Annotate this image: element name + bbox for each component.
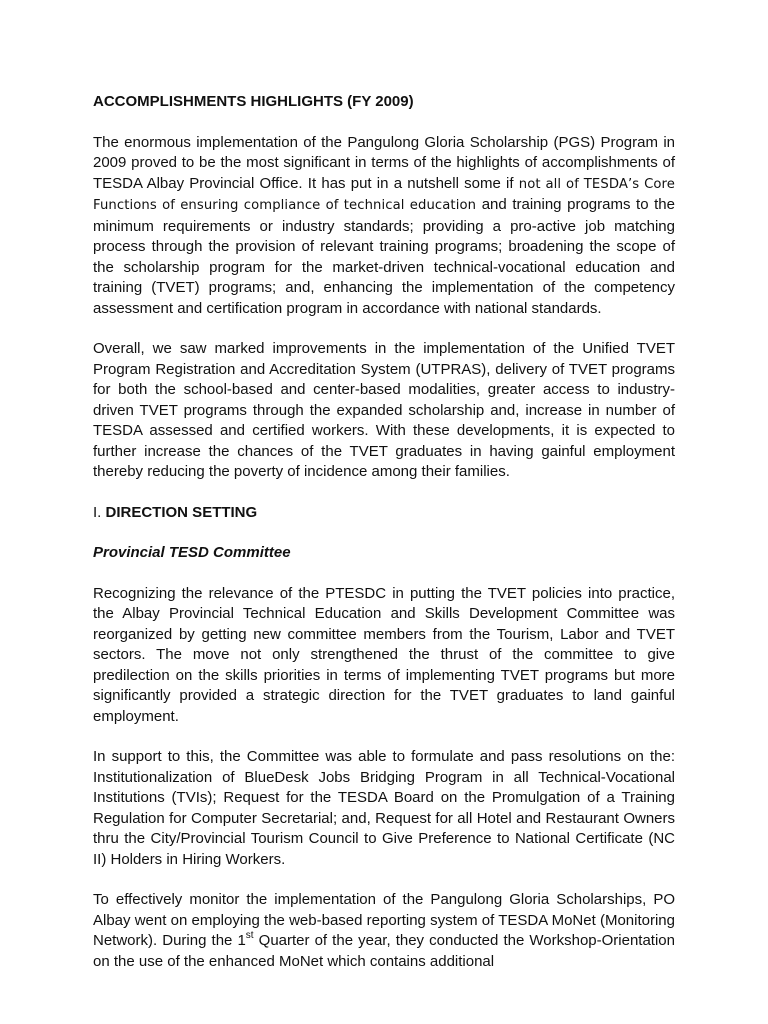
paragraph-overall-improvements: Overall, we saw marked improvements in the implementation of the Unified TVET Program Registration and Accreditation System (UTPRAS), delivery of TVET programs for both the school-based and center-based modalities, greater access to industry-driven TVET programs through the expanded scholarship and, increase in number of TESDA assessed and certified workers. With these developments, it is expected to further increase the chances of the TVET graduates in having gainful employment thereby reducing the poverty of incidence among their families.: [93, 340, 675, 480]
subsection-heading: Provincial TESD Committee: [93, 544, 291, 561]
document-heading: ACCOMPLISHMENTS HIGHLIGHTS (FY 2009): [93, 93, 414, 110]
paragraph-monet: [93, 890, 675, 972]
section-title: DIRECTION SETTING: [105, 503, 258, 521]
paragraph-text: The enormous implementation of the Pangulong Gloria Scholarship (PGS) Program in 2009 proved to be the most significant in terms of the highlights of accomplishments of TESDA Albay Provincial Office. It has put in a nutshell some if: [93, 133, 675, 192]
paragraph-text: To effectively monitor the implementation of the Pangulong Gloria Scholarships, PO Albay went on employing the web-based reporting system of TESDA MoNet (Monitoring Network). During the 1: [93, 891, 675, 949]
section-heading: [93, 503, 675, 524]
paragraph-ptesdc: Recognizing the relevance of the PTESDC in putting the TVET policies into practice, the Albay Provincial Technical Education and Skills Development Committee was reorganized by getting new committee members from the Tourism, Labor and TVET sectors. The move not only strengthened the thrust of the committee to give predilection on the skills priorities in terms of implementing TVET programs but more significantly provided a strategic direction for the TVET graduates to land gainful employment.: [93, 584, 675, 725]
paragraph-resolutions: In support to this, the Committee was able to formulate and pass resolutions on the: Institutionalization of BlueDesk Jobs Bridging Program in all Technical-Vocational Institutions (TVIs); Request for the TESDA Board on the Promulgation of a Training Regulation for Computer Secretarial; and, Request for all Hotel and Restaurant Owners thru the City/Provincial Tourism Council to Give Preference to National Certificate (NC II) Holders in Hiring Workers.: [93, 748, 675, 868]
section-numeral: I.: [93, 503, 106, 521]
paragraph-pgs-overview: [93, 133, 675, 320]
ordinal-superscript: st: [245, 930, 254, 941]
paragraph-text: Quarter of the year, they conducted the Workshop-Orientation on the use of the enhanced MoNet which contains additional: [93, 932, 675, 970]
document-body: [93, 92, 675, 992]
paragraph-text: and training programs to the minimum requirements or industry standards; providing a pro-active job matching process through the provision of relevant training programs; broadening the scope of the scholarship program for the market-driven technical-vocational education and training (TVET) programs; and, enhancing the implementation of the competency assessment and certification program in accordance with national standards.: [93, 196, 675, 317]
paragraph-text-alt-font: not all of TESDA’s Core Functions of ensuring compliance of technical education: [93, 176, 675, 213]
